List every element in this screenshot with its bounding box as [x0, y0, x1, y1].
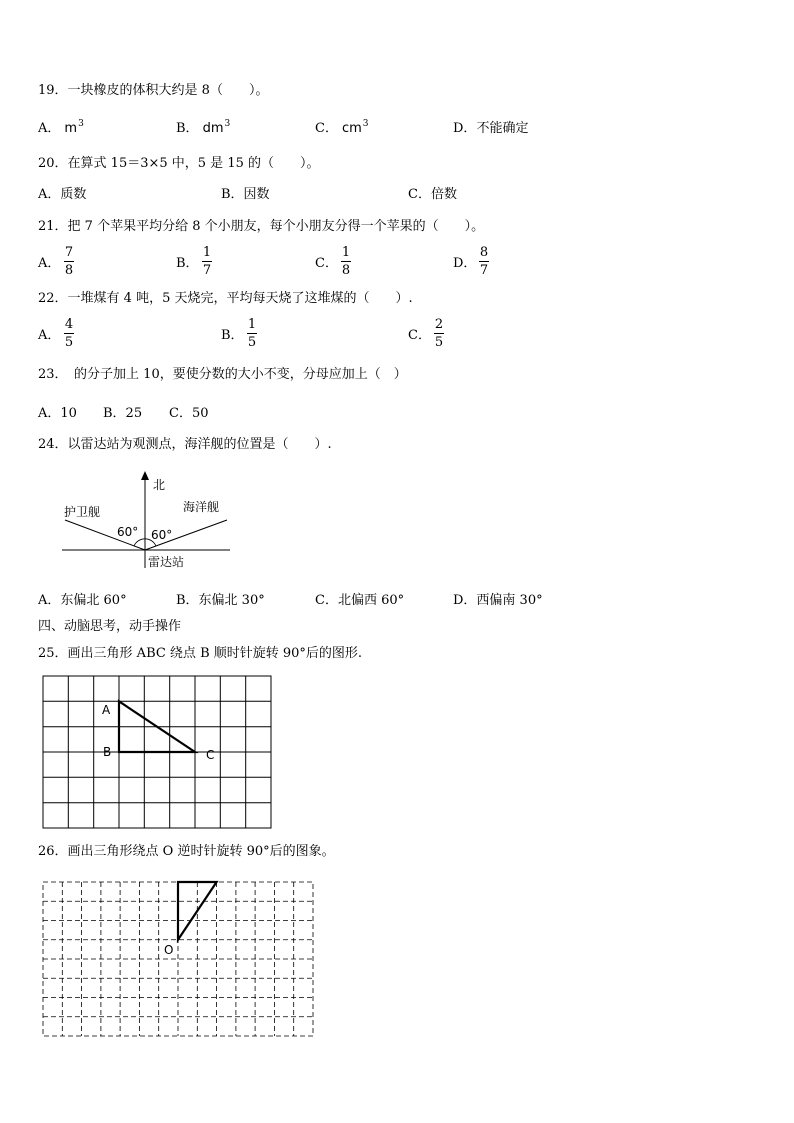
- point-b-label: B: [103, 745, 112, 759]
- exponent: 3: [78, 119, 84, 129]
- section-heading: 四、动脑思考，动手操作: [38, 619, 182, 634]
- q19-option-b: [176, 121, 230, 138]
- q23-stem: 23． 的分子加上 10，要使分数的大小不变，分母应加上（ ）: [38, 367, 407, 382]
- denominator: 5: [247, 335, 257, 350]
- q21-stem: 21．把 7 个苹果平均分给 8 个小朋友，每个小朋友分得一个苹果的（ ）。: [38, 219, 485, 234]
- q22-option-a-label: A．: [38, 328, 61, 343]
- exponent: 3: [362, 119, 369, 129]
- option-label: C．: [315, 121, 338, 136]
- escort-label: 护卫舰: [64, 505, 101, 519]
- q21-option-b-fraction: [202, 245, 212, 278]
- point-a-label: A: [102, 703, 111, 717]
- q22-option-b-label: B．: [221, 328, 244, 343]
- fraction-bar: [64, 261, 74, 262]
- angle-right-label: 60°: [151, 528, 173, 542]
- radar-label: 雷达站: [148, 555, 185, 569]
- numerator: 1: [341, 245, 351, 260]
- option-label: D．: [453, 121, 477, 136]
- q19-option-a: [38, 121, 84, 138]
- numerator: 7: [64, 245, 74, 260]
- numerator: 4: [64, 317, 74, 332]
- q21-option-a-label: A．: [38, 256, 61, 271]
- q21-option-c-fraction: [341, 245, 351, 278]
- q24-stem: 24．以雷达站为观测点，海洋舰的位置是（ ）.: [38, 437, 332, 452]
- numerator: 8: [479, 245, 489, 260]
- option-text: 不能确定: [476, 121, 529, 136]
- q21-option-d-label: D．: [453, 256, 477, 271]
- q21-option-a-fraction: [64, 245, 74, 278]
- north-label: 北: [153, 478, 166, 492]
- unit: cm: [341, 121, 362, 136]
- denominator: 8: [341, 263, 351, 278]
- denominator: 5: [64, 335, 74, 350]
- q22-option-a-fraction: [64, 317, 74, 350]
- q22-stem: 22．一堆煤有 4 吨，5 天烧完，平均每天烧了这堆煤的（ ）.: [38, 291, 413, 306]
- q20-stem: 20．在算式 15＝3×5 中，5 是 15 的（ ）。: [38, 156, 320, 171]
- numerator: 1: [247, 317, 257, 332]
- q20-option-b: B．因数: [221, 187, 270, 202]
- denominator: 8: [64, 263, 74, 278]
- q23-option-b: B．25: [103, 406, 143, 421]
- q19-stem: 19．一块橡皮的体积大约是 8（ ）。: [38, 83, 269, 98]
- exponent: 3: [224, 119, 231, 129]
- fraction-bar: [202, 261, 212, 262]
- q24-option-b: B．东偏北 30°: [176, 593, 265, 608]
- q25-grid-figure: [38, 672, 278, 834]
- q22-option-c-fraction: [434, 317, 444, 350]
- q24-option-a: A．东偏北 60°: [38, 593, 127, 608]
- fraction-bar: [479, 261, 489, 262]
- q26-grid-figure: [38, 878, 318, 1040]
- denominator: 5: [434, 335, 444, 350]
- fraction-bar: [247, 333, 257, 334]
- q21-option-c-label: C．: [315, 256, 338, 271]
- q19-option-c: [315, 121, 369, 138]
- q20-option-a: A．质数: [38, 187, 87, 202]
- angle-left-label: 60°: [117, 525, 139, 539]
- ocean-label: 海洋舰: [183, 500, 220, 514]
- q25-stem: 25．画出三角形 ABC 绕点 B 顺时针旋转 90°后的图形.: [38, 646, 363, 661]
- q22-option-b-fraction: [247, 317, 257, 350]
- option-label: A．: [38, 121, 61, 136]
- option-label: B．: [176, 121, 199, 136]
- compass-diagram: [55, 468, 235, 573]
- q20-option-c: C．倍数: [408, 187, 457, 202]
- q24-option-d: D．西偏南 30°: [453, 593, 543, 608]
- q26-stem: 26．画出三角形绕点 O 逆时针旋转 90°后的图象。: [38, 844, 335, 859]
- q19-option-d: [453, 121, 528, 137]
- north-arrow-icon: [141, 471, 149, 480]
- numerator: 2: [434, 317, 444, 332]
- q22-option-c-label: C．: [408, 328, 431, 343]
- q21-option-b-label: B．: [176, 256, 199, 271]
- denominator: 7: [202, 263, 212, 278]
- fraction-bar: [64, 333, 74, 334]
- numerator: 1: [202, 245, 212, 260]
- q23-option-a: A．10: [38, 406, 77, 421]
- fraction-bar: [341, 261, 351, 262]
- q24-option-c: C．北偏西 60°: [315, 593, 405, 608]
- point-o-label: O: [164, 943, 174, 957]
- denominator: 7: [479, 263, 489, 278]
- point-c-label: C: [206, 748, 215, 762]
- q21-option-d-fraction: [479, 245, 489, 278]
- fraction-bar: [434, 333, 444, 334]
- q23-option-c: C．50: [169, 406, 209, 421]
- unit: m: [64, 121, 78, 136]
- unit: dm: [202, 121, 224, 136]
